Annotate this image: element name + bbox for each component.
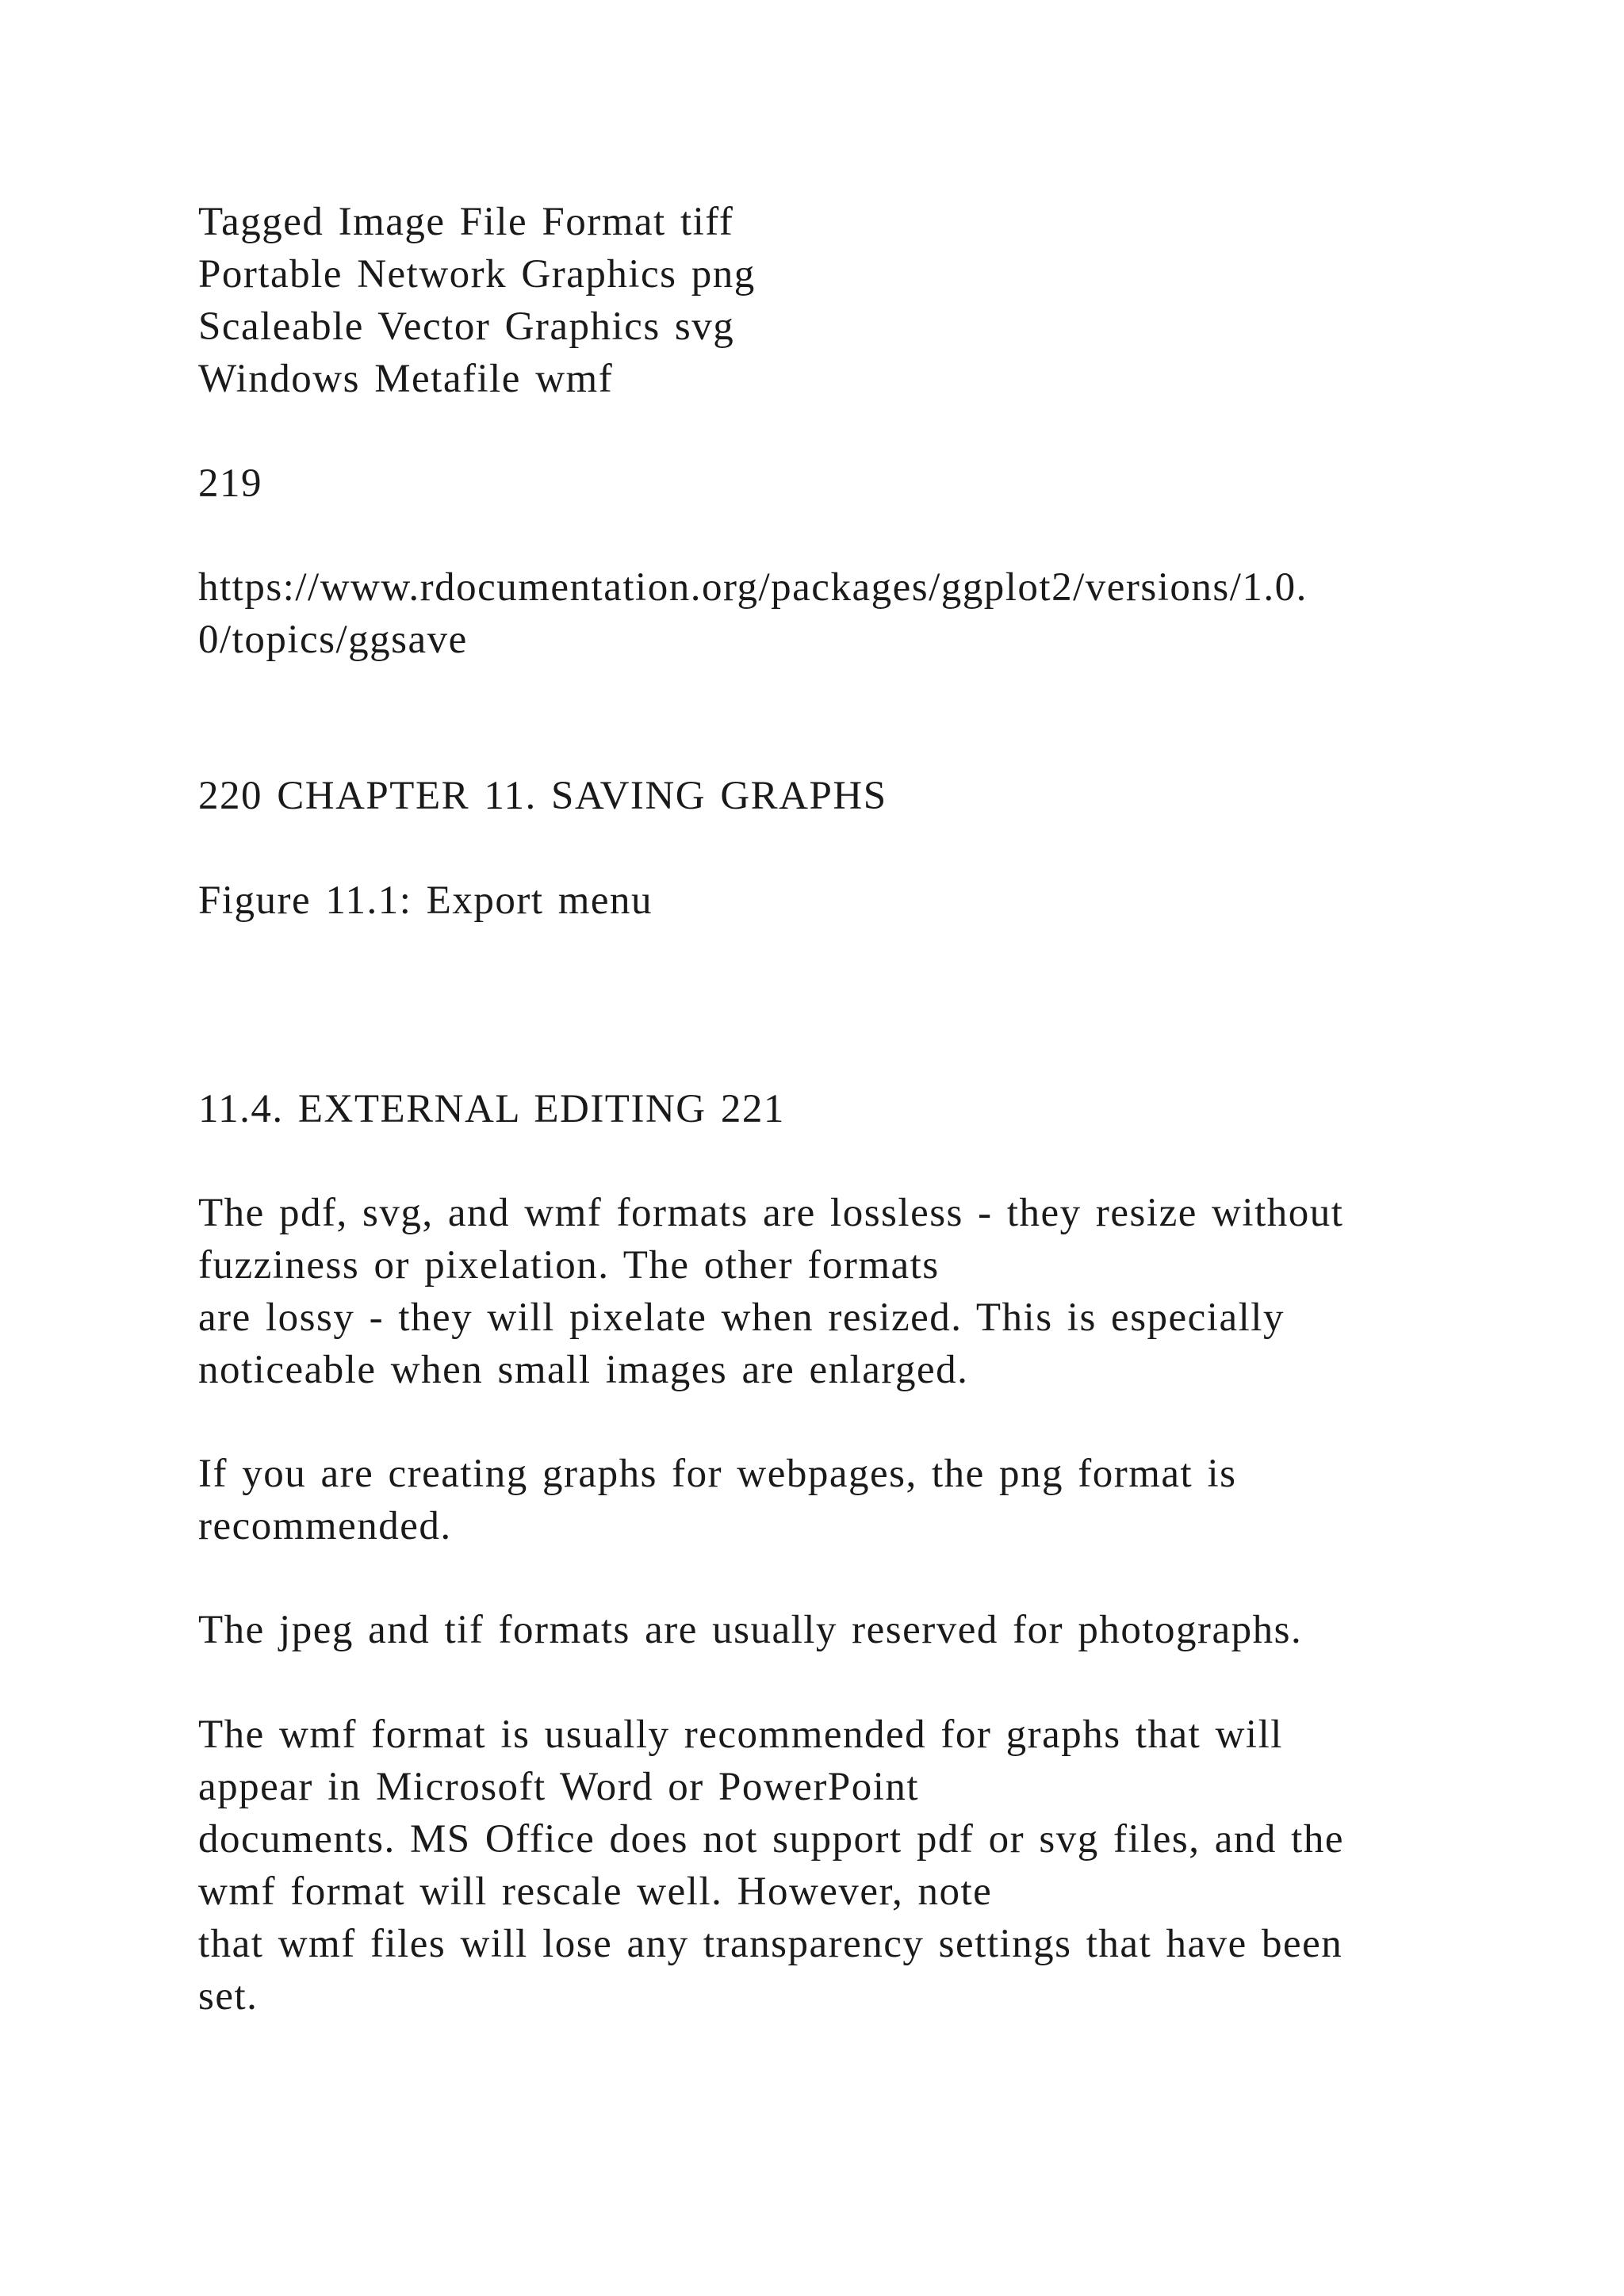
footnote-url-line-2: 0/topics/ggsave [198,618,468,662]
format-line-png: Portable Network Graphics png [198,252,756,297]
figure-caption: Figure 11.1: Export menu [198,878,653,923]
paragraph-4-line-4: wmf format will rescale well. However, note [198,1869,993,1914]
paragraph-1-line-1: The pdf, svg, and wmf formats are lossless - they resize without [198,1191,1344,1235]
paragraph-1-line-3: are lossy - they will pixelate when resized. This is especially [198,1295,1285,1340]
paragraph-3-line-1: The jpeg and tif formats are usually reserved for photographs. [198,1608,1303,1652]
format-line-svg: Scaleable Vector Graphics svg [198,304,735,349]
paragraph-4-line-6: set. [198,1974,259,2019]
paragraph-4-line-1: The wmf format is usually recommended for graphs that will [198,1712,1283,1757]
paragraph-4-line-5: that wmf files will lose any transparency settings that have been [198,1922,1343,1966]
paragraph-1-line-2: fuzziness or pixelation. The other formats [198,1243,940,1288]
format-line-wmf: Windows Metafile wmf [198,357,614,401]
chapter-header: 220 CHAPTER 11. SAVING GRAPHS [198,774,887,818]
paragraph-1-line-4: noticeable when small images are enlarged. [198,1348,969,1392]
footnote-number: 219 [198,461,262,506]
paragraph-2-line-2: recommended. [198,1504,452,1548]
paragraph-2-line-1: If you are creating graphs for webpages, the png format is [198,1452,1237,1496]
format-line-tiff: Tagged Image File Format tiff [198,200,734,244]
paragraph-4-line-2: appear in Microsoft Word or PowerPoint [198,1765,920,1809]
footnote-url-line-1: https://www.rdocumentation.org/packages/ggplot2/versions/1.0. [198,565,1308,610]
section-header: 11.4. EXTERNAL EDITING 221 [198,1087,785,1131]
paragraph-4-line-3: documents. MS Office does not support pdf or svg files, and the [198,1817,1344,1862]
